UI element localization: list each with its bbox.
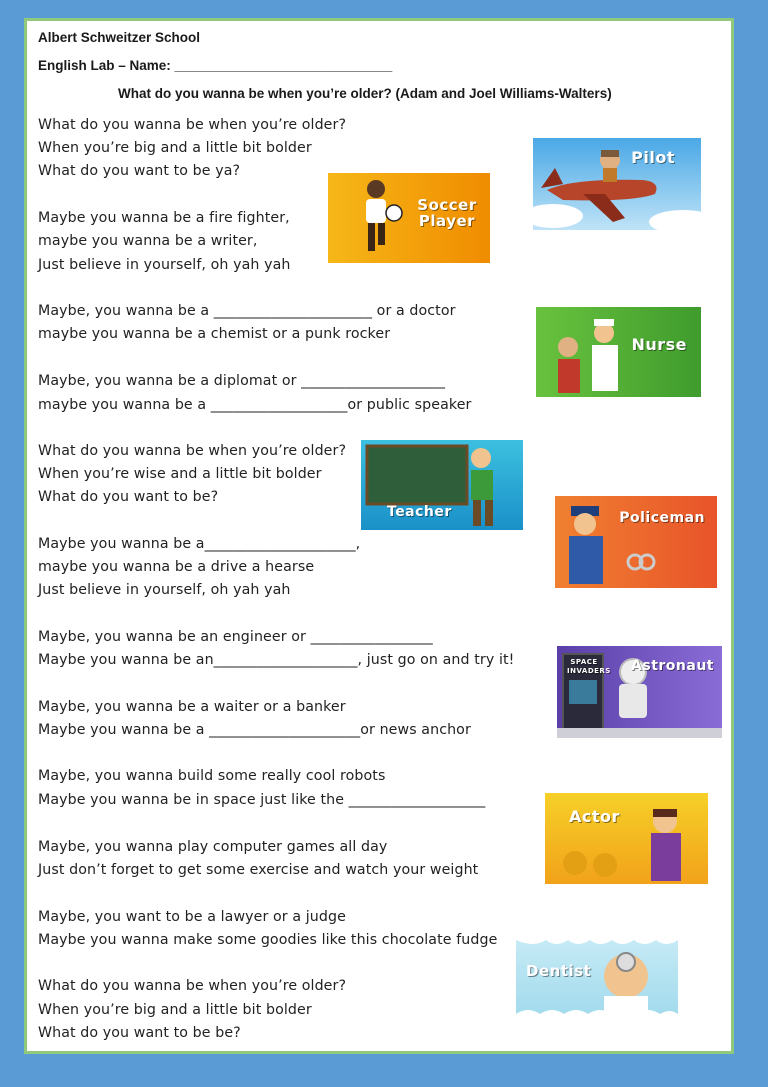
lyric-line: Maybe you wanna make some goodies like this chocolate fudge — [38, 932, 498, 948]
lyric-line: maybe you wanna be a drive a hearse — [38, 559, 315, 575]
name-line: English Lab – Name: _____________________________ — [38, 58, 393, 73]
soccer-player-picture: Soccer Player — [328, 173, 490, 263]
lyric-line: What do you wanna be when you’re older? — [38, 117, 347, 133]
lyric-line: Maybe, you wanna build some really cool robots — [38, 768, 386, 784]
teacher-picture: Teacher — [361, 440, 523, 530]
astronaut-picture: SPACE INVADERS Astronaut — [557, 646, 722, 738]
lyric-line: Maybe you wanna be an____________________, just go on and try it! — [38, 652, 515, 668]
lyric-line: Maybe you wanna be a fire fighter, — [38, 210, 290, 226]
lyric-line: Maybe, you wanna be a diplomat or ____________________ — [38, 373, 446, 389]
actor-picture: Actor — [545, 793, 708, 884]
lyric-line: Maybe, you wanna play computer games all day — [38, 839, 388, 855]
pilot-picture: Pilot — [533, 138, 701, 230]
lyric-line: maybe you wanna be a chemist or a punk rocker — [38, 326, 391, 342]
lyric-line: Just don’t forget to get some exercise and watch your weight — [38, 862, 479, 878]
lyric-line: Just believe in yourself, oh yah yah — [38, 257, 291, 273]
school-name: Albert Schweitzer School — [38, 30, 201, 45]
song-title: What do you wanna be when you’re older? (Adam and Joel Williams-Walters) — [118, 86, 612, 101]
lyric-line: Maybe, you wanna be an engineer or _________________ — [38, 629, 433, 645]
lyric-line: When you’re big and a little bit bolder — [38, 1002, 312, 1018]
nurse-picture: Nurse — [536, 307, 701, 397]
lyric-line: Maybe, you wanna be a waiter or a banker — [38, 699, 346, 715]
lyric-line: What do you want to be? — [38, 489, 219, 505]
lyric-line: Maybe you wanna be in space just like the ___________________ — [38, 792, 486, 808]
policeman-picture: Policeman — [555, 496, 717, 588]
lyric-line: When you’re big and a little bit bolder — [38, 140, 312, 156]
lyric-line: maybe you wanna be a ___________________or public speaker — [38, 397, 472, 413]
lyric-line: Maybe you wanna be a_____________________, — [38, 536, 361, 552]
dentist-picture: Dentist — [516, 932, 678, 1022]
lyric-line: What do you want to be ya? — [38, 163, 241, 179]
lyric-line: Maybe, you want to be a lawyer or a judge — [38, 909, 346, 925]
lyric-line: What do you wanna be when you’re older? — [38, 978, 347, 994]
lyric-line: What do you wanna be when you’re older? — [38, 443, 347, 459]
lyric-line: When you’re wise and a little bit bolder — [38, 466, 322, 482]
lyric-line: maybe you wanna be a writer, — [38, 233, 258, 249]
lyric-line: Maybe you wanna be a _____________________or news anchor — [38, 722, 471, 738]
airplane-icon — [533, 138, 701, 230]
lyric-line: Maybe, you wanna be a ______________________ or a doctor — [38, 303, 456, 319]
lyric-line: What do you want to be be? — [38, 1025, 241, 1041]
lyric-line: Just believe in yourself, oh yah yah — [38, 582, 291, 598]
